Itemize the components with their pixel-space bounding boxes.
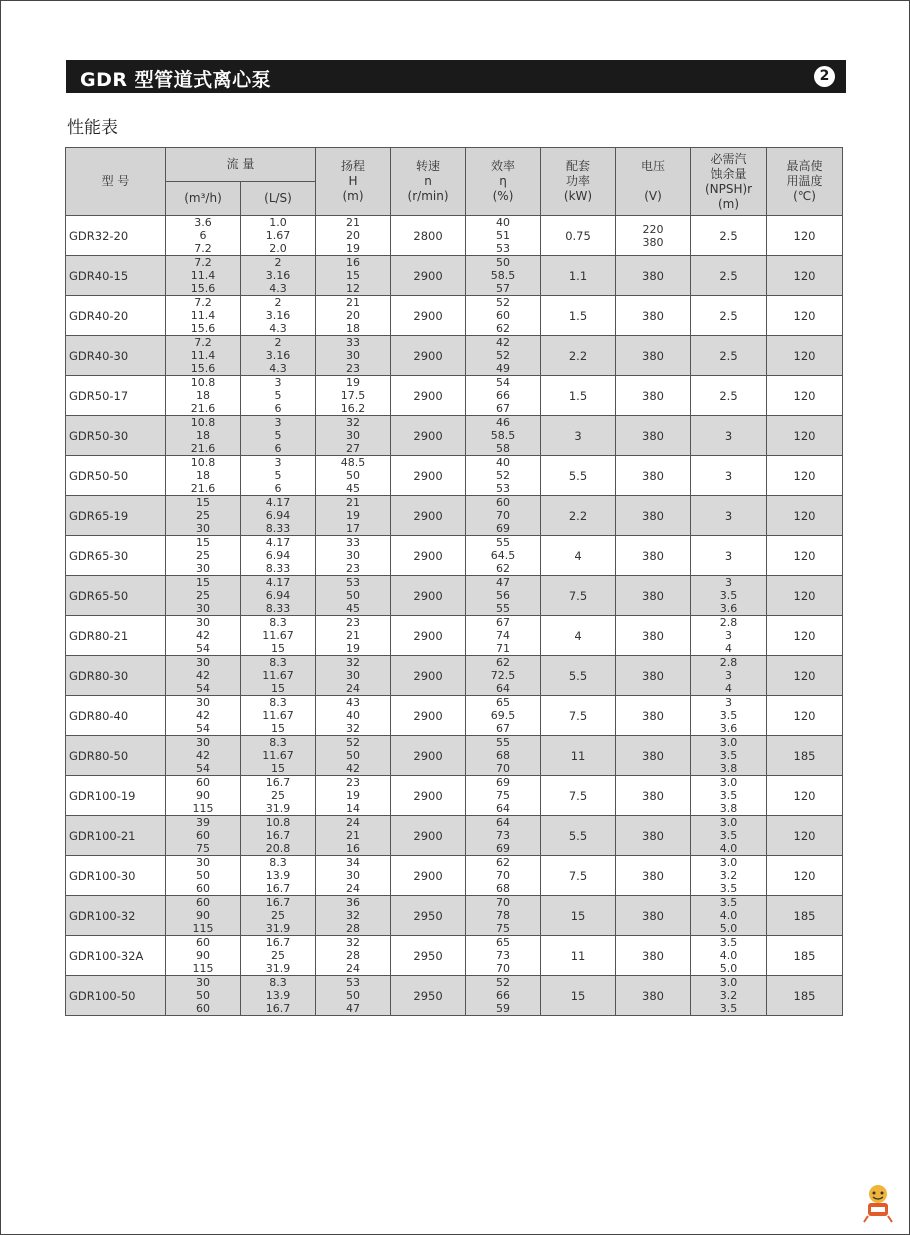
cell-model: GDR100-21 [66, 816, 166, 856]
cell-power: 5.5 [541, 456, 616, 496]
table-row [66, 416, 843, 456]
cell-speed: 2900 [391, 456, 466, 496]
cell-model: GDR40-15 [66, 256, 166, 296]
cell-efficiency: 62 70 68 [466, 856, 541, 896]
cell-npsh: 2.5 [691, 336, 767, 376]
cell-npsh: 3.5 4.0 5.0 [691, 896, 767, 936]
cell-efficiency: 62 72.5 64 [466, 656, 541, 696]
cell-flow-m3h: 10.8 18 21.6 [166, 456, 241, 496]
cell-npsh: 3 3.5 3.6 [691, 576, 767, 616]
cell-power: 7.5 [541, 776, 616, 816]
page-title: GDR 型管道式离心泵 [80, 69, 272, 91]
cell-speed: 2900 [391, 616, 466, 656]
header-head: 扬程 H (m) [316, 148, 391, 216]
cell-speed: 2900 [391, 256, 466, 296]
cell-npsh: 3 [691, 496, 767, 536]
table-row [66, 216, 843, 256]
cell-power: 11 [541, 936, 616, 976]
cell-flow-ls: 2 3.16 4.3 [241, 256, 316, 296]
cell-efficiency: 64 73 69 [466, 816, 541, 856]
cell-temp: 120 [767, 656, 843, 696]
cell-npsh: 2.5 [691, 376, 767, 416]
cell-temp: 120 [767, 376, 843, 416]
cell-head: 48.5 50 45 [316, 456, 391, 496]
mascot-logo-icon [860, 1182, 896, 1224]
cell-flow-ls: 16.7 25 31.9 [241, 936, 316, 976]
cell-power: 7.5 [541, 696, 616, 736]
table-row [66, 296, 843, 336]
cell-flow-ls: 8.3 11.67 15 [241, 736, 316, 776]
cell-model: GDR65-30 [66, 536, 166, 576]
cell-model: GDR50-50 [66, 456, 166, 496]
cell-model: GDR50-30 [66, 416, 166, 456]
cell-temp: 185 [767, 976, 843, 1016]
cell-voltage: 380 [616, 456, 691, 496]
cell-flow-ls: 2 3.16 4.3 [241, 296, 316, 336]
cell-voltage: 380 [616, 296, 691, 336]
cell-efficiency: 55 64.5 62 [466, 536, 541, 576]
cell-power: 1.1 [541, 256, 616, 296]
cell-power: 2.2 [541, 336, 616, 376]
cell-model: GDR40-30 [66, 336, 166, 376]
cell-model: GDR80-40 [66, 696, 166, 736]
cell-temp: 120 [767, 336, 843, 376]
cell-power: 4 [541, 616, 616, 656]
header-power: 配套 功率 (kW) [541, 148, 616, 216]
cell-power: 4 [541, 536, 616, 576]
table-body [66, 216, 843, 1016]
performance-table [65, 147, 843, 1016]
header-flow: 流 量 [166, 148, 316, 182]
cell-power: 5.5 [541, 816, 616, 856]
cell-flow-ls: 4.17 6.94 8.33 [241, 576, 316, 616]
table-row [66, 376, 843, 416]
table-row [66, 616, 843, 656]
cell-npsh: 3 [691, 416, 767, 456]
cell-power: 7.5 [541, 576, 616, 616]
cell-speed: 2900 [391, 496, 466, 536]
cell-flow-ls: 16.7 25 31.9 [241, 776, 316, 816]
cell-efficiency: 60 70 69 [466, 496, 541, 536]
cell-head: 33 30 23 [316, 336, 391, 376]
cell-head: 43 40 32 [316, 696, 391, 736]
cell-voltage: 380 [616, 896, 691, 936]
cell-flow-ls: 8.3 13.9 16.7 [241, 856, 316, 896]
cell-npsh: 2.5 [691, 216, 767, 256]
cell-temp: 120 [767, 616, 843, 656]
cell-flow-m3h: 15 25 30 [166, 536, 241, 576]
cell-power: 15 [541, 976, 616, 1016]
cell-flow-ls: 10.8 16.7 20.8 [241, 816, 316, 856]
cell-flow-m3h: 15 25 30 [166, 496, 241, 536]
cell-flow-m3h: 30 42 54 [166, 656, 241, 696]
cell-head: 16 15 12 [316, 256, 391, 296]
cell-head: 32 30 24 [316, 656, 391, 696]
cell-model: GDR100-30 [66, 856, 166, 896]
cell-npsh: 2.5 [691, 256, 767, 296]
cell-efficiency: 40 52 53 [466, 456, 541, 496]
cell-temp: 120 [767, 256, 843, 296]
cell-flow-m3h: 7.2 11.4 15.6 [166, 336, 241, 376]
cell-voltage: 380 [616, 936, 691, 976]
cell-npsh: 3.0 3.2 3.5 [691, 856, 767, 896]
cell-model: GDR100-50 [66, 976, 166, 1016]
cell-temp: 120 [767, 696, 843, 736]
cell-head: 36 32 28 [316, 896, 391, 936]
cell-voltage: 380 [616, 536, 691, 576]
table-row [66, 816, 843, 856]
header-temp: 最高使 用温度 (℃) [767, 148, 843, 216]
table-row [66, 576, 843, 616]
cell-model: GDR100-19 [66, 776, 166, 816]
cell-efficiency: 70 78 75 [466, 896, 541, 936]
table-row [66, 896, 843, 936]
cell-flow-m3h: 60 90 115 [166, 896, 241, 936]
cell-temp: 185 [767, 896, 843, 936]
cell-speed: 2800 [391, 216, 466, 256]
header-efficiency: 效率 η (%) [466, 148, 541, 216]
cell-flow-m3h: 7.2 11.4 15.6 [166, 296, 241, 336]
header-speed: 转速 n (r/min) [391, 148, 466, 216]
table-row [66, 696, 843, 736]
table-row [66, 336, 843, 376]
cell-power: 7.5 [541, 856, 616, 896]
cell-efficiency: 69 75 64 [466, 776, 541, 816]
cell-npsh: 3 [691, 536, 767, 576]
cell-head: 53 50 47 [316, 976, 391, 1016]
cell-temp: 185 [767, 936, 843, 976]
table-row [66, 936, 843, 976]
cell-model: GDR100-32A [66, 936, 166, 976]
section-title: 性能表 [67, 118, 118, 138]
table-row [66, 736, 843, 776]
cell-efficiency: 50 58.5 57 [466, 256, 541, 296]
cell-head: 21 20 18 [316, 296, 391, 336]
cell-model: GDR100-32 [66, 896, 166, 936]
cell-flow-ls: 3 5 6 [241, 376, 316, 416]
cell-efficiency: 65 69.5 67 [466, 696, 541, 736]
cell-efficiency: 67 74 71 [466, 616, 541, 656]
table-row [66, 656, 843, 696]
cell-speed: 2900 [391, 416, 466, 456]
cell-power: 2.2 [541, 496, 616, 536]
cell-head: 52 50 42 [316, 736, 391, 776]
cell-flow-m3h: 30 42 54 [166, 736, 241, 776]
cell-npsh: 2.5 [691, 296, 767, 336]
cell-head: 21 19 17 [316, 496, 391, 536]
cell-speed: 2900 [391, 776, 466, 816]
cell-voltage: 380 [616, 696, 691, 736]
header-npsh: 必需汽 蚀余量 (NPSH)r (m) [691, 148, 767, 216]
cell-power: 0.75 [541, 216, 616, 256]
cell-speed: 2900 [391, 696, 466, 736]
table-row [66, 776, 843, 816]
cell-voltage: 380 [616, 616, 691, 656]
cell-head: 24 21 16 [316, 816, 391, 856]
cell-temp: 120 [767, 576, 843, 616]
cell-flow-ls: 8.3 11.67 15 [241, 656, 316, 696]
cell-power: 15 [541, 896, 616, 936]
cell-speed: 2900 [391, 376, 466, 416]
cell-voltage: 380 [616, 336, 691, 376]
cell-head: 32 28 24 [316, 936, 391, 976]
cell-temp: 120 [767, 776, 843, 816]
cell-temp: 120 [767, 456, 843, 496]
cell-speed: 2950 [391, 896, 466, 936]
cell-voltage: 380 [616, 816, 691, 856]
cell-head: 32 30 27 [316, 416, 391, 456]
cell-model: GDR65-19 [66, 496, 166, 536]
cell-flow-m3h: 60 90 115 [166, 776, 241, 816]
cell-model: GDR50-17 [66, 376, 166, 416]
cell-flow-ls: 3 5 6 [241, 456, 316, 496]
cell-temp: 120 [767, 296, 843, 336]
cell-npsh: 3 3.5 3.6 [691, 696, 767, 736]
cell-npsh: 3.0 3.5 4.0 [691, 816, 767, 856]
cell-flow-ls: 2 3.16 4.3 [241, 336, 316, 376]
cell-voltage: 380 [616, 256, 691, 296]
cell-flow-m3h: 60 90 115 [166, 936, 241, 976]
cell-flow-m3h: 39 60 75 [166, 816, 241, 856]
cell-temp: 120 [767, 816, 843, 856]
cell-efficiency: 52 66 59 [466, 976, 541, 1016]
cell-voltage: 380 [616, 776, 691, 816]
cell-head: 23 19 14 [316, 776, 391, 816]
cell-speed: 2900 [391, 336, 466, 376]
cell-voltage: 380 [616, 416, 691, 456]
cell-head: 53 50 45 [316, 576, 391, 616]
cell-model: GDR80-50 [66, 736, 166, 776]
cell-efficiency: 46 58.5 58 [466, 416, 541, 456]
cell-flow-ls: 3 5 6 [241, 416, 316, 456]
cell-efficiency: 65 73 70 [466, 936, 541, 976]
cell-voltage: 380 [616, 496, 691, 536]
cell-flow-ls: 8.3 11.67 15 [241, 616, 316, 656]
table-row [66, 496, 843, 536]
cell-voltage: 380 [616, 656, 691, 696]
cell-flow-m3h: 30 50 60 [166, 976, 241, 1016]
title-bar [66, 60, 846, 93]
cell-model: GDR80-21 [66, 616, 166, 656]
cell-efficiency: 55 68 70 [466, 736, 541, 776]
cell-flow-ls: 8.3 13.9 16.7 [241, 976, 316, 1016]
cell-efficiency: 40 51 53 [466, 216, 541, 256]
cell-model: GDR80-30 [66, 656, 166, 696]
cell-npsh: 3.0 3.5 3.8 [691, 736, 767, 776]
cell-head: 19 17.5 16.2 [316, 376, 391, 416]
cell-flow-m3h: 3.6 6 7.2 [166, 216, 241, 256]
cell-temp: 120 [767, 856, 843, 896]
cell-temp: 120 [767, 496, 843, 536]
header-flow-ls: (L/S) [241, 182, 316, 216]
cell-speed: 2950 [391, 936, 466, 976]
cell-npsh: 2.8 3 4 [691, 656, 767, 696]
table-row [66, 976, 843, 1016]
cell-voltage: 380 [616, 736, 691, 776]
cell-npsh: 3 [691, 456, 767, 496]
cell-flow-ls: 16.7 25 31.9 [241, 896, 316, 936]
cell-speed: 2900 [391, 296, 466, 336]
cell-power: 11 [541, 736, 616, 776]
cell-voltage: 380 [616, 976, 691, 1016]
cell-voltage: 220 380 [616, 216, 691, 256]
cell-power: 1.5 [541, 296, 616, 336]
cell-flow-ls: 8.3 11.67 15 [241, 696, 316, 736]
cell-flow-m3h: 7.2 11.4 15.6 [166, 256, 241, 296]
header-voltage: 电压 (V) [616, 148, 691, 216]
cell-power: 1.5 [541, 376, 616, 416]
cell-flow-m3h: 30 42 54 [166, 696, 241, 736]
cell-temp: 120 [767, 536, 843, 576]
cell-flow-ls: 4.17 6.94 8.33 [241, 496, 316, 536]
cell-efficiency: 47 56 55 [466, 576, 541, 616]
cell-model: GDR40-20 [66, 296, 166, 336]
header-flow-m3h: (m³/h) [166, 182, 241, 216]
cell-speed: 2900 [391, 856, 466, 896]
cell-npsh: 3.0 3.2 3.5 [691, 976, 767, 1016]
cell-efficiency: 52 60 62 [466, 296, 541, 336]
cell-voltage: 380 [616, 376, 691, 416]
cell-temp: 120 [767, 216, 843, 256]
cell-speed: 2900 [391, 536, 466, 576]
cell-power: 5.5 [541, 656, 616, 696]
cell-speed: 2950 [391, 976, 466, 1016]
cell-model: GDR32-20 [66, 216, 166, 256]
table-row [66, 256, 843, 296]
cell-efficiency: 54 66 67 [466, 376, 541, 416]
cell-efficiency: 42 52 49 [466, 336, 541, 376]
cell-speed: 2900 [391, 576, 466, 616]
cell-model: GDR65-50 [66, 576, 166, 616]
cell-flow-ls: 1.0 1.67 2.0 [241, 216, 316, 256]
table-row [66, 856, 843, 896]
cell-speed: 2900 [391, 736, 466, 776]
cell-npsh: 2.8 3 4 [691, 616, 767, 656]
header-model: 型 号 [66, 148, 166, 216]
cell-flow-m3h: 15 25 30 [166, 576, 241, 616]
cell-head: 23 21 19 [316, 616, 391, 656]
page-number-badge: 2 [814, 66, 835, 87]
cell-npsh: 3.5 4.0 5.0 [691, 936, 767, 976]
table-row [66, 536, 843, 576]
cell-head: 33 30 23 [316, 536, 391, 576]
cell-flow-ls: 4.17 6.94 8.33 [241, 536, 316, 576]
cell-power: 3 [541, 416, 616, 456]
table-row [66, 456, 843, 496]
cell-speed: 2900 [391, 656, 466, 696]
cell-npsh: 3.0 3.5 3.8 [691, 776, 767, 816]
cell-flow-m3h: 10.8 18 21.6 [166, 376, 241, 416]
cell-voltage: 380 [616, 856, 691, 896]
cell-speed: 2900 [391, 816, 466, 856]
cell-flow-m3h: 30 42 54 [166, 616, 241, 656]
cell-flow-m3h: 10.8 18 21.6 [166, 416, 241, 456]
cell-temp: 120 [767, 416, 843, 456]
cell-flow-m3h: 30 50 60 [166, 856, 241, 896]
cell-temp: 185 [767, 736, 843, 776]
cell-head: 34 30 24 [316, 856, 391, 896]
cell-voltage: 380 [616, 576, 691, 616]
cell-head: 21 20 19 [316, 216, 391, 256]
